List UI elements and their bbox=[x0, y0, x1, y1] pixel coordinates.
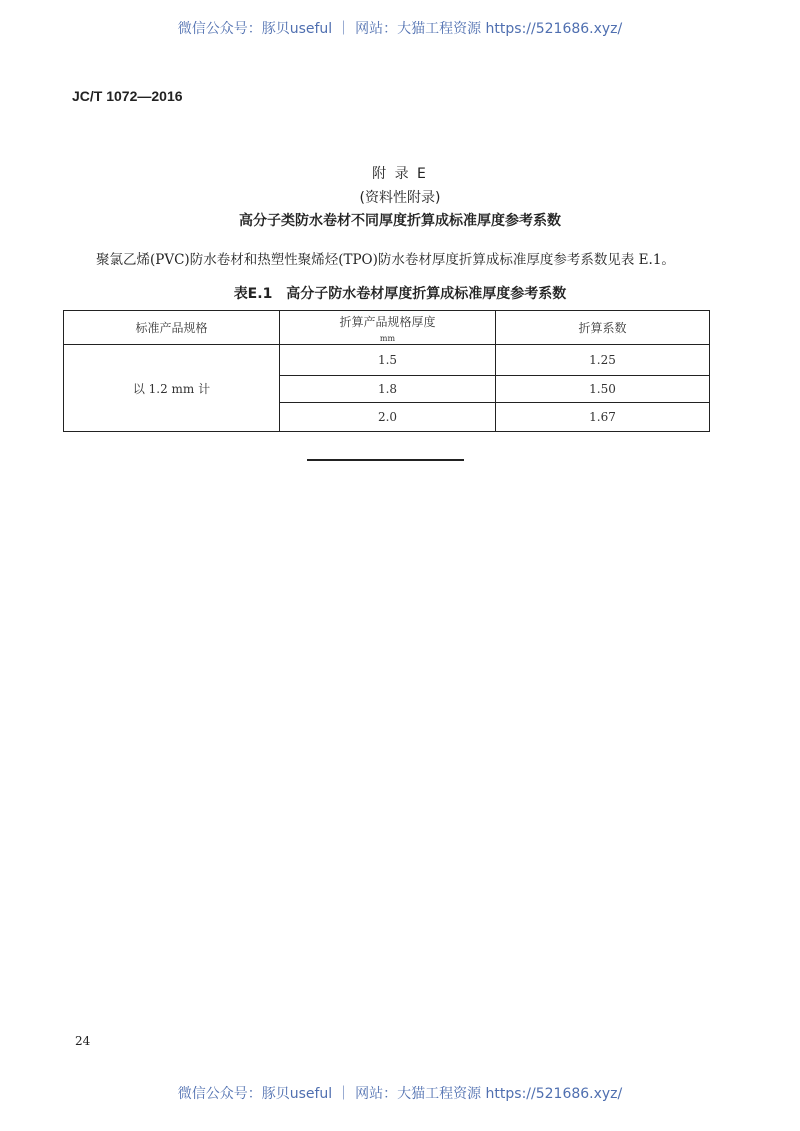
appendix-type: (资料性附录) bbox=[359, 190, 441, 206]
header-thickness-label: 折算产品规格厚度 bbox=[339, 314, 436, 329]
spec-cell: 以 1.2 mm 计 bbox=[64, 345, 280, 432]
end-rule bbox=[307, 459, 464, 461]
coefficient-table bbox=[63, 310, 710, 432]
page-number: 24 bbox=[75, 1034, 91, 1048]
table-caption: 表E.1 高分子防水卷材厚度折算成标准厚度参考系数 bbox=[233, 286, 567, 302]
thickness-cell: 1.8 bbox=[280, 376, 496, 403]
table-row bbox=[64, 345, 710, 376]
thickness-cell: 1.5 bbox=[280, 345, 496, 376]
watermark-top: 微信公众号：豚贝useful ｜ 网站：大猫工程资源 https://521686.xyz/ bbox=[177, 21, 623, 37]
thickness-cell: 2.0 bbox=[280, 403, 496, 432]
header-unit: mm bbox=[379, 333, 396, 343]
table-header-row bbox=[64, 311, 710, 345]
appendix-label: 附 录 E bbox=[372, 166, 428, 182]
standard-number: JC/T 1072—2016 bbox=[72, 88, 183, 104]
header-spec: 标准产品规格 bbox=[64, 311, 280, 345]
factor-cell: 1.25 bbox=[496, 345, 710, 376]
header-thickness bbox=[280, 311, 496, 345]
factor-cell: 1.50 bbox=[496, 376, 710, 403]
watermark-bottom: 微信公众号：豚贝useful ｜ 网站：大猫工程资源 https://521686.xyz/ bbox=[177, 1086, 623, 1102]
factor-cell: 1.67 bbox=[496, 403, 710, 432]
appendix-title: 高分子类防水卷材不同厚度折算成标准厚度参考系数 bbox=[239, 213, 561, 229]
body-paragraph: 聚氯乙烯(PVC)防水卷材和热塑性聚烯烃(TPO)防水卷材厚度折算成标准厚度参考系数见表 E.1。 bbox=[96, 252, 675, 268]
header-factor: 折算系数 bbox=[496, 311, 710, 345]
